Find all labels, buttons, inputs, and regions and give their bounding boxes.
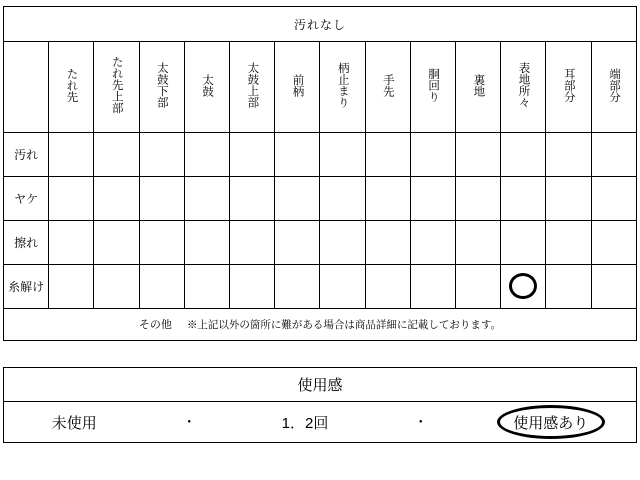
cell-yogore-11[interactable] — [546, 132, 591, 176]
table-row — [4, 176, 637, 220]
cell-yogore-8[interactable] — [410, 132, 455, 176]
table-row — [4, 220, 637, 264]
cell-itohodoke-4[interactable] — [230, 264, 275, 308]
cell-sure-10[interactable] — [501, 220, 546, 264]
cell-itohodoke-2[interactable] — [139, 264, 184, 308]
usage-options-cell — [4, 402, 637, 443]
cell-yake-1[interactable] — [94, 176, 139, 220]
cell-yogore-2[interactable] — [139, 132, 184, 176]
table-row — [4, 132, 637, 176]
column-header-tesaki: 手先 — [365, 42, 410, 133]
corner-cell — [4, 42, 49, 133]
cell-itohodoke-3[interactable] — [184, 264, 229, 308]
cell-sure-2[interactable] — [139, 220, 184, 264]
cell-sure-1[interactable] — [94, 220, 139, 264]
usage-title-row — [4, 368, 637, 402]
cell-yake-3[interactable] — [184, 176, 229, 220]
cell-sure-11[interactable] — [546, 220, 591, 264]
cell-yogore-7[interactable] — [365, 132, 410, 176]
cell-sure-3[interactable] — [184, 220, 229, 264]
cell-yake-2[interactable] — [139, 176, 184, 220]
cell-yake-12[interactable] — [591, 176, 636, 220]
column-header-hashi-bubun: 端部分 — [591, 42, 636, 133]
cell-itohodoke-1[interactable] — [94, 264, 139, 308]
column-header-omoteji-tokorodokoro: 表地所々 — [501, 42, 546, 133]
stain-table-note-row — [4, 308, 637, 340]
column-header-taiko: 太鼓 — [184, 42, 229, 133]
column-header-mae-gara: 前柄 — [275, 42, 320, 133]
cell-itohodoke-9[interactable] — [456, 264, 501, 308]
cell-itohodoke-5[interactable] — [275, 264, 320, 308]
note-cell — [4, 308, 637, 340]
cell-yake-10[interactable] — [501, 176, 546, 220]
cell-yogore-0[interactable] — [49, 132, 94, 176]
cell-yogore-10[interactable] — [501, 132, 546, 176]
row-label-sure: 擦れ — [4, 220, 49, 264]
table-row — [4, 264, 637, 308]
cell-yogore-12[interactable] — [591, 132, 636, 176]
usage-options-group — [4, 402, 636, 442]
column-header-taiko-jobu: 太鼓上部 — [230, 42, 275, 133]
stain-table-header-row — [4, 42, 637, 133]
cell-sure-4[interactable] — [230, 220, 275, 264]
cell-yake-5[interactable] — [275, 176, 320, 220]
stain-condition-table — [3, 6, 637, 341]
column-header-gara-domari: 柄止まり — [320, 42, 365, 133]
cell-itohodoke-0[interactable] — [49, 264, 94, 308]
cell-yake-4[interactable] — [230, 176, 275, 220]
cell-sure-12[interactable] — [591, 220, 636, 264]
row-label-yogore: 汚れ — [4, 132, 49, 176]
usage-option-unused[interactable]: 未使用 — [51, 414, 97, 432]
note-label: その他 — [138, 319, 172, 332]
cell-sure-9[interactable] — [456, 220, 501, 264]
cell-yogore-9[interactable] — [456, 132, 501, 176]
cell-yogore-5[interactable] — [275, 132, 320, 176]
cell-itohodoke-10-marked[interactable] — [501, 264, 546, 308]
cell-yake-6[interactable] — [320, 176, 365, 220]
column-header-uraji: 裏地 — [456, 42, 501, 133]
separator-1: ・ — [182, 414, 197, 430]
usage-feel-table — [3, 367, 637, 443]
cell-yogore-3[interactable] — [184, 132, 229, 176]
cell-yake-9[interactable] — [456, 176, 501, 220]
note-text: ※上記以外の箇所に難がある場合は商品詳細に記載しております。 — [186, 319, 502, 332]
row-label-itohodoke: 糸解け — [4, 264, 49, 308]
cell-sure-0[interactable] — [49, 220, 94, 264]
cell-itohodoke-7[interactable] — [365, 264, 410, 308]
cell-itohodoke-12[interactable] — [591, 264, 636, 308]
row-label-yake: ヤケ — [4, 176, 49, 220]
cell-yogore-1[interactable] — [94, 132, 139, 176]
column-header-taiko-kabu: 太鼓下部 — [139, 42, 184, 133]
cell-yake-7[interactable] — [365, 176, 410, 220]
circle-mark-icon — [509, 273, 537, 299]
cell-sure-6[interactable] — [320, 220, 365, 264]
cell-itohodoke-8[interactable] — [410, 264, 455, 308]
column-header-tare-saki: たれ先 — [49, 42, 94, 133]
stain-table-title-row — [4, 7, 637, 42]
column-header-do-mawari: 胴回り — [410, 42, 455, 133]
column-header-mimi-bubun: 耳部分 — [546, 42, 591, 133]
usage-table-title: 使用感 — [4, 368, 637, 402]
cell-yake-11[interactable] — [546, 176, 591, 220]
separator-2: ・ — [413, 414, 428, 430]
cell-itohodoke-6[interactable] — [320, 264, 365, 308]
usage-option-one-two-times[interactable]: 1．2回 — [281, 414, 329, 432]
column-header-tare-saki-jobu: たれ先上部 — [94, 42, 139, 133]
cell-sure-8[interactable] — [410, 220, 455, 264]
cell-sure-7[interactable] — [365, 220, 410, 264]
cell-yogore-4[interactable] — [230, 132, 275, 176]
stain-table-title: 汚れなし — [4, 7, 637, 42]
usage-options-row — [4, 402, 637, 443]
cell-yake-8[interactable] — [410, 176, 455, 220]
usage-option-used-selected[interactable]: 使用感あり — [503, 410, 598, 435]
cell-yogore-6[interactable] — [320, 132, 365, 176]
cell-yake-0[interactable] — [49, 176, 94, 220]
cell-sure-5[interactable] — [275, 220, 320, 264]
cell-itohodoke-11[interactable] — [546, 264, 591, 308]
